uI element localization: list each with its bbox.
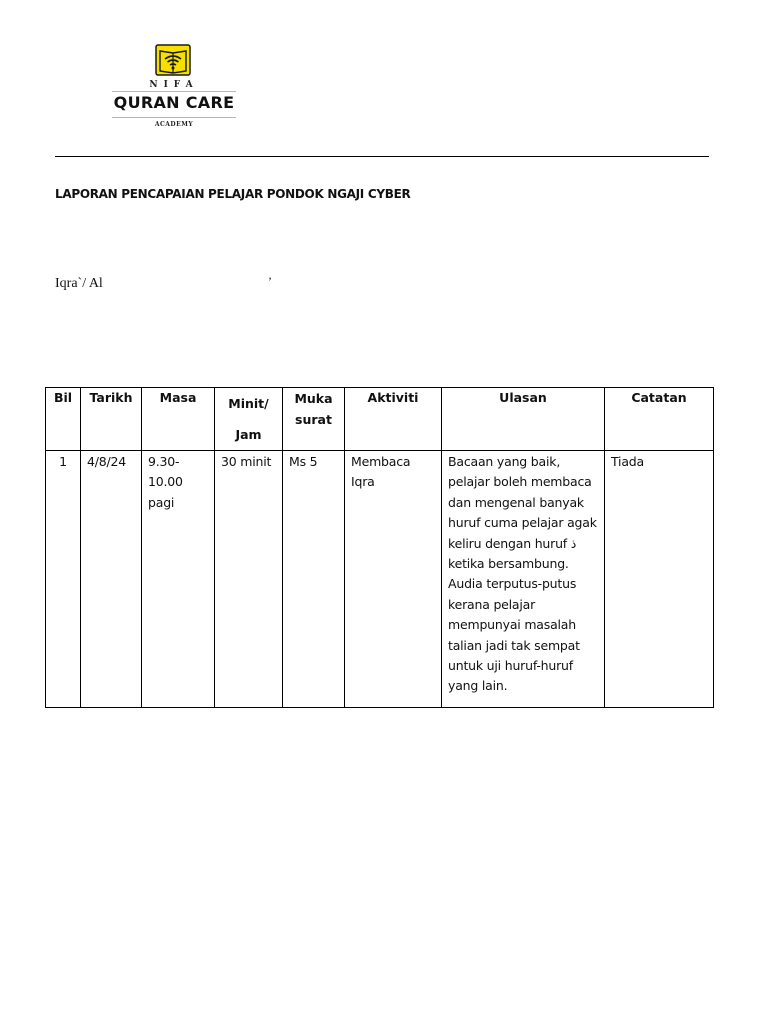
report-title: LAPORAN PENCAPAIAN PELAJAR PONDOK NGAJI CYBER bbox=[55, 187, 411, 201]
header-surat-line: surat bbox=[295, 412, 332, 427]
header-bil: Bil bbox=[46, 388, 81, 451]
header-divider bbox=[55, 156, 709, 157]
report-table bbox=[45, 387, 714, 708]
table-row bbox=[46, 451, 714, 708]
table-header-row bbox=[46, 388, 714, 451]
header-minit-line: Minit/ bbox=[228, 396, 269, 411]
ulasan-line: huruf cuma pelajar agak bbox=[448, 515, 597, 531]
ulasan-line: talian jadi tak sempat bbox=[448, 637, 580, 653]
header-masa: Masa bbox=[142, 388, 215, 451]
cell-masa-line: 9.30- bbox=[148, 454, 180, 469]
logo-brand-top: NIFA bbox=[149, 80, 199, 90]
ulasan-line: untuk uji huruf-huruf bbox=[448, 658, 573, 674]
logo-brand-sub: ACADEMY bbox=[154, 121, 194, 128]
cell-masa-line: pagi bbox=[148, 494, 175, 510]
ulasan-line: dan mengenal banyak bbox=[448, 494, 584, 510]
cell-aktiviti-line: Iqra bbox=[351, 474, 375, 490]
program-label: Iqra`/ Al bbox=[55, 276, 103, 291]
cell-masa bbox=[142, 451, 215, 708]
ulasan-line: Bacaan yang baik, bbox=[448, 454, 561, 469]
header-minit-jam bbox=[215, 388, 283, 451]
cell-muka-surat: Ms 5 bbox=[283, 451, 345, 708]
header-aktiviti: Aktiviti bbox=[345, 388, 442, 451]
cell-masa-line: 10.00 bbox=[148, 474, 183, 490]
ulasan-line: pelajar boleh membaca bbox=[448, 474, 592, 490]
cell-catatan: Tiada bbox=[605, 451, 714, 708]
header-muka-line: Muka bbox=[294, 391, 333, 406]
cell-tarikh: 4/8/24 bbox=[81, 451, 142, 708]
header-catatan: Catatan bbox=[605, 388, 714, 451]
cell-aktiviti-line: Membaca bbox=[351, 454, 411, 469]
ulasan-line: yang lain. bbox=[448, 678, 508, 694]
header-jam-line: Jam bbox=[235, 427, 262, 442]
cell-bil: 1 bbox=[46, 451, 81, 708]
academy-logo bbox=[108, 44, 240, 132]
cell-aktiviti bbox=[345, 451, 442, 708]
logo-line-bottom bbox=[112, 117, 236, 118]
ulasan-line: kerana pelajar bbox=[448, 596, 536, 612]
header-muka-surat bbox=[283, 388, 345, 451]
header-ulasan: Ulasan bbox=[442, 388, 605, 451]
ulasan-line: Audia terputus-putus bbox=[448, 576, 577, 592]
logo-line-top bbox=[112, 91, 236, 92]
ulasan-line: ketika bersambung. bbox=[448, 556, 569, 572]
logo-brand-main: QURAN CARE bbox=[113, 93, 235, 112]
ulasan-line: keliru dengan huruf ذ bbox=[448, 535, 577, 551]
header-tarikh: Tarikh bbox=[81, 388, 142, 451]
ulasan-line: mempunyai masalah bbox=[448, 617, 576, 633]
book-wifi-icon bbox=[155, 44, 191, 76]
cell-minit: 30 minit bbox=[215, 451, 283, 708]
cell-ulasan bbox=[442, 451, 605, 708]
stray-mark: ’ bbox=[268, 274, 272, 288]
